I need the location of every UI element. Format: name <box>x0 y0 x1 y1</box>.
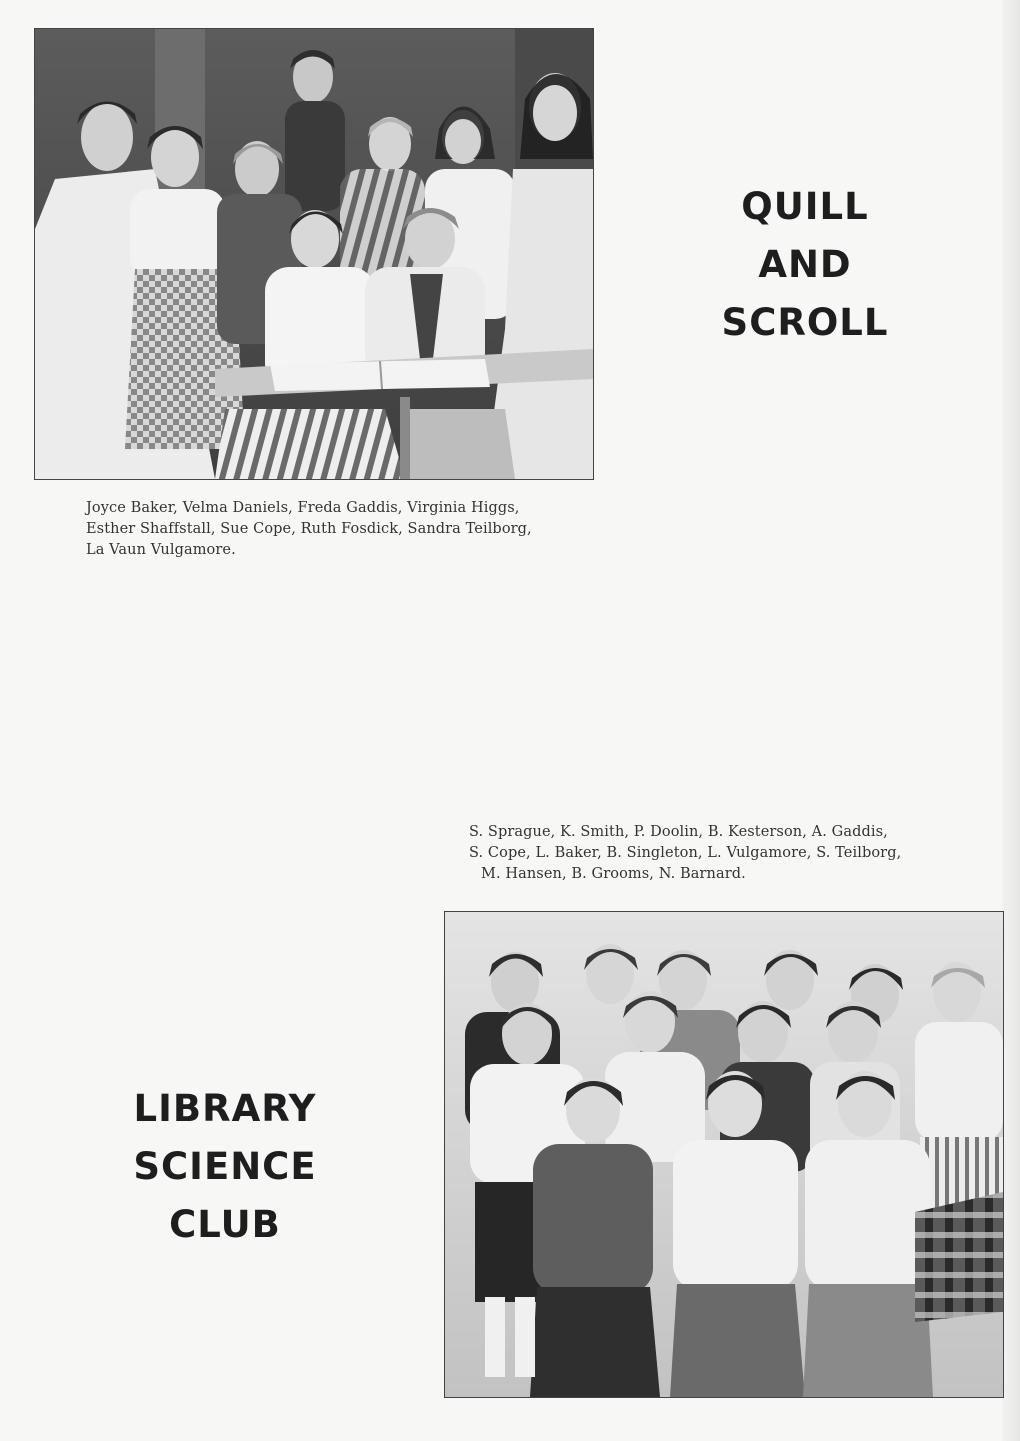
caption-line: Joyce Baker, Velma Daniels, Freda Gaddis, Virginia Higgs, <box>86 500 520 516</box>
quill-and-scroll-photo <box>34 28 594 480</box>
heading-line: AND <box>758 243 852 286</box>
quill-and-scroll-photo-drawing <box>35 29 593 479</box>
heading-line: SCROLL <box>721 301 889 344</box>
heading-line: CLUB <box>169 1203 281 1246</box>
page-edge-shadow <box>1002 0 1020 1441</box>
caption-line: S. Sprague, K. Smith, P. Doolin, B. Kesterson, A. Gaddis, <box>469 824 888 840</box>
heading-line: LIBRARY <box>133 1087 317 1130</box>
library-science-club-photo-drawing <box>445 912 1003 1397</box>
caption-line: Esther Shaffstall, Sue Cope, Ruth Fosdick, Sandra Teilborg, <box>86 521 532 537</box>
quill-and-scroll-heading <box>710 178 900 352</box>
caption-line: M. Hansen, B. Grooms, N. Barnard. <box>481 866 746 882</box>
heading-line: QUILL <box>741 185 869 228</box>
quill-and-scroll-caption <box>86 498 532 561</box>
caption-line: La Vaun Vulgamore. <box>86 542 236 558</box>
library-science-club-heading <box>120 1080 330 1254</box>
caption-line: S. Cope, L. Baker, B. Singleton, L. Vulgamore, S. Teilborg, <box>469 845 902 861</box>
heading-line: SCIENCE <box>133 1145 317 1188</box>
library-science-club-caption <box>469 822 901 885</box>
library-science-club-photo <box>444 911 1004 1398</box>
